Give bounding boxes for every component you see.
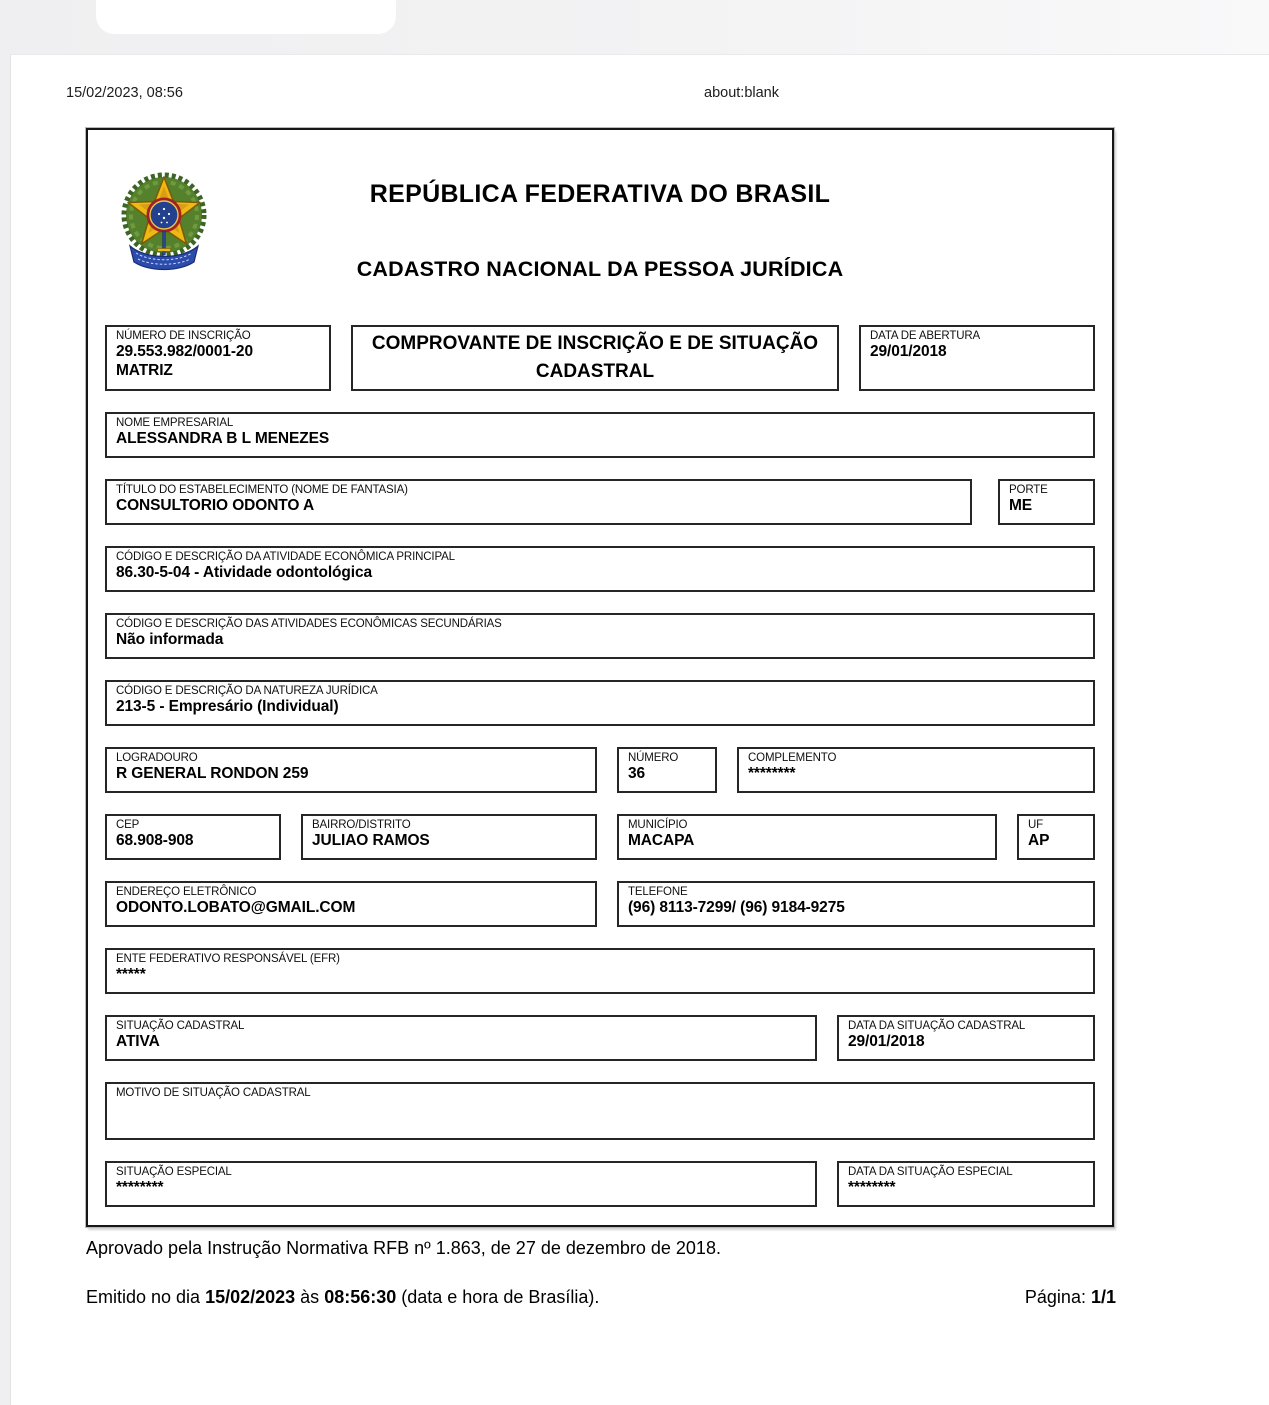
field-value: Não informada: [116, 631, 224, 649]
field-numero: [617, 747, 717, 793]
field-value: ATIVA: [116, 1033, 160, 1051]
print-datetime: 15/02/2023, 08:56: [66, 85, 183, 101]
row-natureza-juridica: [105, 680, 1095, 726]
field-label: CÓDIGO E DESCRIÇÃO DA NATUREZA JURÍDICA: [116, 685, 378, 698]
field-label: TELEFONE: [628, 886, 688, 899]
row-inscription: [105, 325, 1095, 391]
field-value: 213-5 - Empresário (Individual): [116, 698, 339, 716]
row-situacao-especial: [105, 1161, 1095, 1207]
row-situacao-cadastral: [105, 1015, 1095, 1061]
field-value: AP: [1028, 832, 1050, 850]
field-value: 29/01/2018: [848, 1033, 925, 1051]
field-label: BAIRRO/DISTRITO: [312, 819, 411, 832]
certificate-header: [105, 144, 1095, 304]
field-label: COMPLEMENTO: [748, 752, 837, 765]
field-cep: [105, 814, 281, 860]
field-logradouro: [105, 747, 597, 793]
field-atividade-principal: [105, 546, 1095, 592]
field-value: ODONTO.LOBATO@GMAIL.COM: [116, 899, 356, 917]
field-label: ENDEREÇO ELETRÔNICO: [116, 886, 257, 899]
field-data-abertura: [859, 325, 1095, 391]
row-motivo-situacao: [105, 1082, 1095, 1140]
field-label: NOME EMPRESARIAL: [116, 417, 234, 430]
field-municipio: [617, 814, 997, 860]
row-fantasia-porte: [105, 479, 1095, 525]
field-label: ENTE FEDERATIVO RESPONSÁVEL (EFR): [116, 953, 340, 966]
field-situacao-especial: [105, 1161, 817, 1207]
field-label: TÍTULO DO ESTABELECIMENTO (NOME DE FANTASIA): [116, 484, 408, 497]
field-value: 68.908-908: [116, 832, 194, 850]
row-atividade-principal: [105, 546, 1095, 592]
field-data-situacao-cadastral: [837, 1015, 1095, 1061]
field-situacao-cadastral: [105, 1015, 817, 1061]
row-cep-municipio: [105, 814, 1095, 860]
print-source-url: about:blank: [704, 85, 779, 101]
emission-middle: às: [295, 1287, 325, 1307]
page-label: Página:: [1024, 1287, 1091, 1307]
row-endereco: [105, 747, 1095, 793]
field-value: *****: [116, 966, 146, 984]
republic-title: REPÚBLICA FEDERATIVA DO BRASIL: [369, 180, 831, 208]
field-value: 29/01/2018: [870, 343, 947, 360]
row-contato: [105, 881, 1095, 927]
field-complemento: [737, 747, 1095, 793]
field-label: NÚMERO: [628, 752, 679, 765]
emission-date: 15/02/2023: [205, 1287, 296, 1307]
field-label: UF: [1028, 819, 1044, 832]
field-label: MOTIVO DE SITUAÇÃO CADASTRAL: [116, 1087, 311, 1100]
field-value: JULIAO RAMOS: [312, 832, 430, 850]
row-efr: [105, 948, 1095, 994]
field-data-situacao-especial: [837, 1161, 1095, 1207]
field-label: MUNICÍPIO: [628, 819, 688, 832]
cnpj-title: CADASTRO NACIONAL DA PESSOA JURÍDICA: [356, 257, 844, 281]
field-value: CONSULTORIO ODONTO A: [116, 497, 315, 515]
field-bairro: [301, 814, 597, 860]
field-nome-fantasia: [105, 479, 972, 525]
emission-line: [86, 1287, 1116, 1308]
emission-prefix: Emitido no dia: [86, 1287, 206, 1307]
field-motivo-situacao: [105, 1082, 1095, 1140]
field-label: SITUAÇÃO ESPECIAL: [116, 1166, 232, 1179]
field-label: DATA DA SITUAÇÃO ESPECIAL: [848, 1166, 1013, 1179]
field-value: ********: [748, 765, 796, 783]
page-value: 1/1: [1090, 1287, 1116, 1307]
field-label: CÓDIGO E DESCRIÇÃO DA ATIVIDADE ECONÔMICA PRINCIPAL: [116, 551, 455, 564]
field-value: R GENERAL RONDON 259: [116, 765, 309, 783]
field-porte: [998, 479, 1095, 525]
field-natureza-juridica: [105, 680, 1095, 726]
field-atividades-secundarias: [105, 613, 1095, 659]
printed-page: [10, 55, 1269, 1405]
approval-note: Aprovado pela Instrução Normativa RFB nº 1.863, de 27 de dezembro de 2018.: [86, 1238, 721, 1258]
field-value: ********: [116, 1179, 164, 1197]
field-value: ALESSANDRA B L MENEZES: [116, 430, 330, 448]
cnpj-certificate: [86, 128, 1114, 1227]
field-label: SITUAÇÃO CADASTRAL: [116, 1020, 245, 1033]
field-uf: [1017, 814, 1095, 860]
field-label: DATA DE ABERTURA: [870, 330, 981, 342]
field-value: 36: [628, 765, 646, 783]
field-label: CÓDIGO E DESCRIÇÃO DAS ATIVIDADES ECONÔMICAS SECUNDÁRIAS: [116, 618, 502, 631]
document-title-line1: COMPROVANTE DE INSCRIÇÃO E DE SITUAÇÃO: [371, 333, 819, 354]
field-email: [105, 881, 597, 927]
emission-text: [86, 1287, 599, 1308]
brazil-coat-of-arms-icon: [118, 170, 210, 276]
field-value: 86.30-5-04 - Atividade odontológica: [116, 564, 373, 582]
field-value: ME: [1009, 497, 1033, 515]
row-nome-empresarial: [105, 412, 1095, 458]
field-label: PORTE: [1009, 484, 1048, 497]
browser-tab-shape: [96, 0, 396, 34]
field-value: MACAPA: [628, 832, 695, 850]
field-value: (96) 8113-7299/ (96) 9184-9275: [628, 899, 845, 917]
row-atividades-secundarias: [105, 613, 1095, 659]
field-value: 29.553.982/0001-20: [116, 343, 253, 360]
field-telefone: [617, 881, 1095, 927]
emission-time: 08:56:30: [324, 1287, 397, 1307]
field-label: LOGRADOURO: [116, 752, 198, 765]
field-label: NÚMERO DE INSCRIÇÃO: [116, 330, 251, 342]
field-value-matriz: MATRIZ: [116, 362, 173, 379]
field-numero-inscricao: [105, 325, 331, 391]
field-document-title: [351, 325, 839, 391]
field-label: DATA DA SITUAÇÃO CADASTRAL: [848, 1020, 1026, 1033]
field-value: ********: [848, 1179, 896, 1197]
field-nome-empresarial: [105, 412, 1095, 458]
field-efr: [105, 948, 1095, 994]
emission-suffix: (data e hora de Brasília).: [396, 1287, 600, 1307]
field-label: CEP: [116, 819, 140, 832]
page-indicator: [1025, 1287, 1116, 1308]
document-title-line2: CADASTRAL: [535, 360, 655, 382]
